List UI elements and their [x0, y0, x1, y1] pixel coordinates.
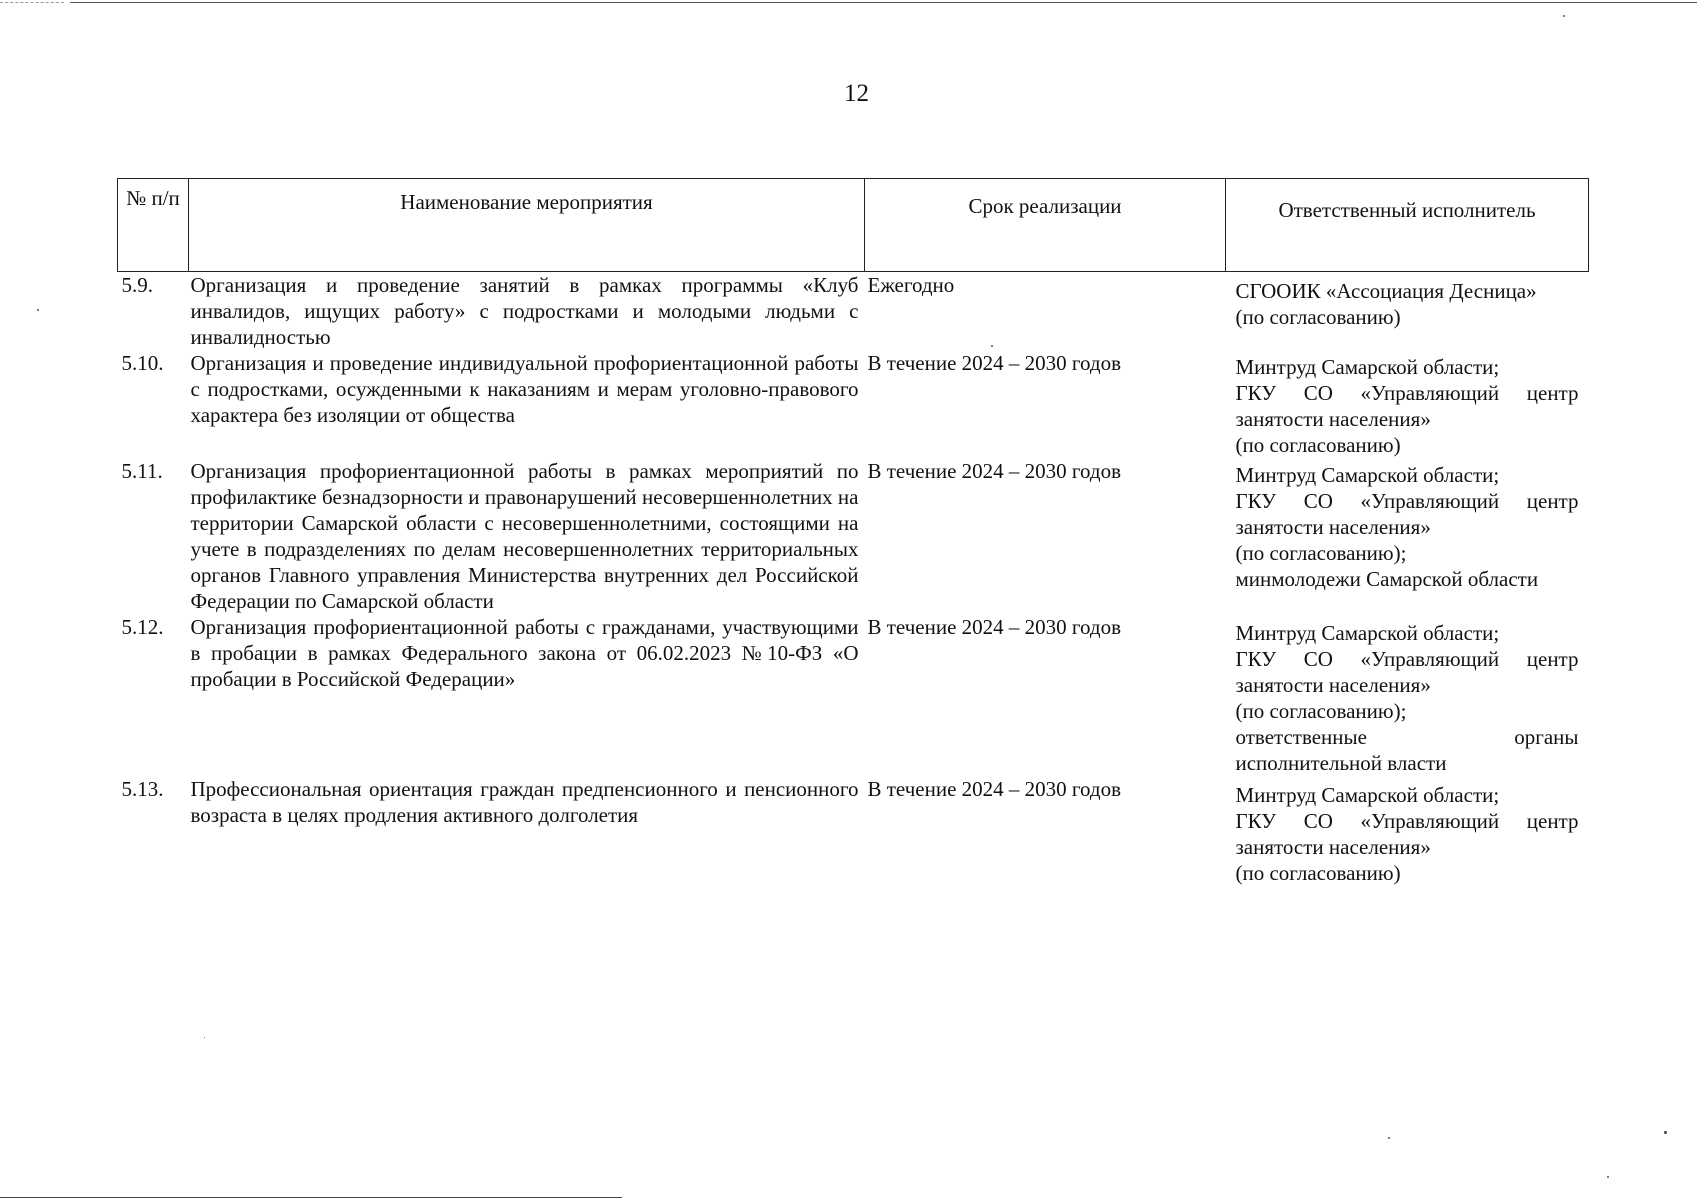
- row-term: Ежегодно: [867, 273, 955, 297]
- responsible-line: Минтруд Самарской области;: [1235, 783, 1500, 807]
- row-responsible: [1226, 614, 1589, 776]
- scan-speck: [1563, 15, 1565, 17]
- responsible-line: (по согласованию): [1235, 305, 1401, 329]
- responsible-line: (по согласованию): [1235, 861, 1401, 885]
- header-name: Наименование мероприятия: [189, 179, 865, 272]
- row-term: В течение 2024 – 2030 годов: [867, 459, 1121, 483]
- table-row: [118, 272, 1589, 351]
- row-number: 5.13.: [121, 777, 164, 801]
- row-number: 5.10.: [121, 351, 164, 375]
- table-row: [118, 458, 1589, 614]
- header-num: № п/п: [118, 179, 189, 272]
- row-activity: Организация и проведение индивидуальной профориентационной работы с подростками, осужденными к наказаниям и мерам уголовно-правового характера без изоляции от общества: [190, 351, 859, 427]
- row-responsible: [1226, 458, 1589, 614]
- scan-edge-bottom: [0, 1197, 622, 1198]
- row-term: В течение 2024 – 2030 годов: [867, 777, 1121, 801]
- row-activity: Организация профориентационной работы с гражданами, участвующими в пробации в рамках Федерального закона от 06.02.2023 №10-ФЗ «О пробации в Российской Федерации»: [190, 615, 859, 691]
- header-responsible: Ответственный исполнитель: [1226, 179, 1589, 272]
- scan-edge-top: [70, 2, 1697, 3]
- row-activity: Профессиональная ориентация граждан предпенсионного и пенсионного возраста в целях продления активного долголетия: [190, 777, 859, 827]
- responsible-line: минмолодежи Самарской области: [1235, 567, 1539, 591]
- responsible-line: (по согласованию);: [1235, 541, 1407, 565]
- scan-speck: [204, 1037, 205, 1038]
- responsible-line: ГКУ СО «Управляющий центр занятости населения»: [1235, 647, 1579, 697]
- action-plan-table: [117, 178, 1589, 886]
- row-term: В течение 2024 – 2030 годов: [867, 615, 1121, 639]
- row-responsible: [1226, 350, 1589, 458]
- scan-speck: [37, 309, 39, 311]
- responsible-line: ответственные органы исполнительной власти: [1235, 725, 1579, 775]
- scan-speck: [1388, 1137, 1390, 1139]
- row-activity: Организация профориентационной работы в рамках мероприятий по профилактике безнадзорности и правонарушений несовершеннолетних на территории Самарской области с несовершеннолетними, состоящими на учете в подразделениях по делам несовершеннолетних территориальных органов Главного управления Министерства внутренних дел Российской Федерации по Самарской области: [190, 459, 859, 613]
- table-row: [118, 350, 1589, 458]
- responsible-line: (по согласованию);: [1235, 699, 1407, 723]
- scan-speck: [1607, 1176, 1609, 1178]
- row-number: 5.11.: [121, 459, 163, 483]
- responsible-line: ГКУ СО «Управляющий центр занятости населения»: [1235, 489, 1579, 539]
- table-row: [118, 614, 1589, 776]
- row-term: В течение 2024 – 2030 годов: [867, 351, 1121, 375]
- responsible-line: СГООИК «Ассоциация Десница»: [1235, 279, 1537, 303]
- responsible-line: ГКУ СО «Управляющий центр занятости населения»: [1235, 809, 1579, 859]
- row-responsible: [1226, 776, 1589, 886]
- responsible-line: Минтруд Самарской области;: [1235, 355, 1500, 379]
- responsible-line: ГКУ СО «Управляющий центр занятости населения»: [1235, 381, 1579, 431]
- responsible-line: (по согласованию): [1235, 433, 1401, 457]
- table-header-row: [118, 179, 1589, 272]
- header-term: Срок реализации: [865, 179, 1226, 272]
- scan-speck: [1664, 1131, 1667, 1134]
- scan-edge-top-left: [0, 2, 64, 3]
- row-responsible: [1226, 272, 1589, 351]
- responsible-line: Минтруд Самарской области;: [1235, 463, 1500, 487]
- row-number: 5.12.: [121, 615, 164, 639]
- table-row: [118, 776, 1589, 886]
- page-number: 12: [844, 80, 869, 107]
- responsible-line: Минтруд Самарской области;: [1235, 621, 1500, 645]
- row-activity: Организация и проведение занятий в рамках программы «Клуб инвалидов, ищущих работу» с подростками и молодыми людьми с инвалидностью: [190, 273, 859, 349]
- row-number: 5.9.: [121, 273, 153, 297]
